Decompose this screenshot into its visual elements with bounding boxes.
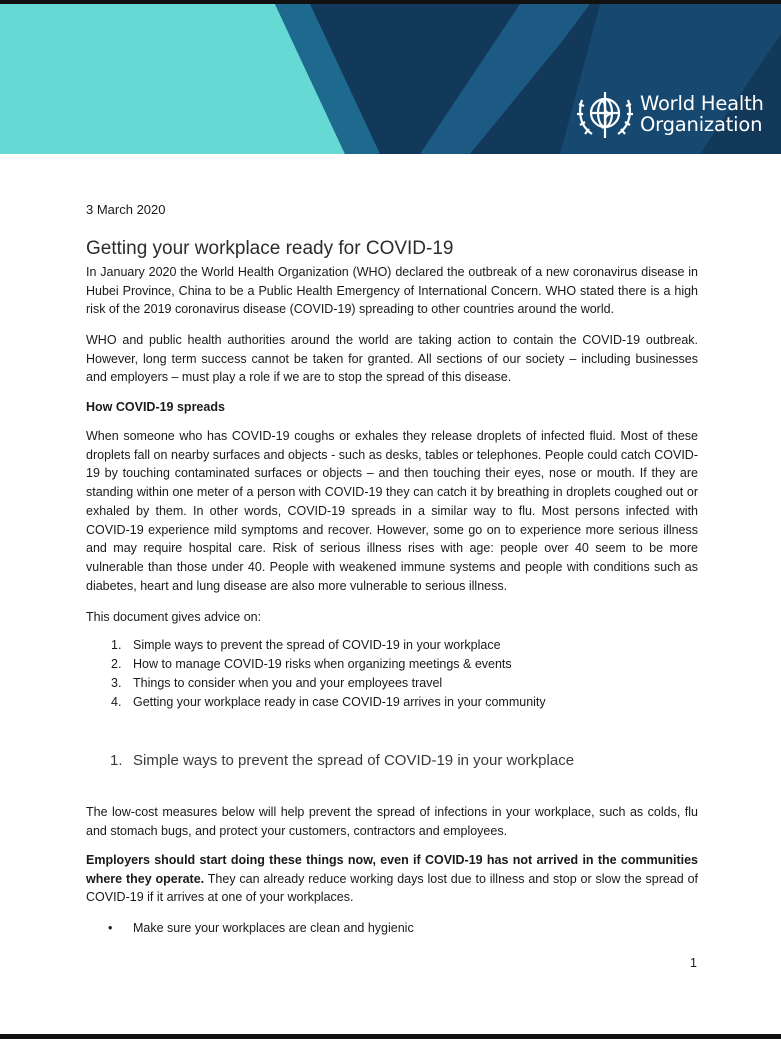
list-item [86,655,546,674]
list-text: Things to consider when you and your employees travel [133,676,443,690]
list-item [86,674,546,693]
section-number: 1. [110,752,123,769]
who-emblem-icon [574,86,636,142]
advice-intro: This document gives advice on: [86,610,262,624]
bullet-text: Make sure your workplaces are clean and hygienic [133,921,414,935]
paragraph-rest: They can already reduce working days lost due to illness and stop or slow the spread of COVID-19 if it arrives at one of your workplaces. [86,871,699,905]
list-item [86,693,546,712]
who-wordmark [640,93,764,135]
section-1-paragraph-1: The low-cost measures below will help prevent the spread of infections in your workplace, such as colds, flu and stomach bugs, and protect your customers, contractors and employees. [86,805,698,838]
page-number: 1 [690,956,697,970]
list-text: How to manage COVID-19 risks when organizing meetings & events [133,657,512,671]
org-name-line-2: Organization [640,113,763,136]
list-text: Getting your workplace ready in case COVID-19 arrives in your community [133,695,546,709]
list-number: 3. [111,676,122,690]
section-title: Simple ways to prevent the spread of COVID-19 in your workplace [133,752,575,769]
bullet-icon: • [108,921,113,935]
intro-paragraph-2: WHO and public health authorities around the world are taking action to contain the COVID-19 outbreak. However, long term success cannot be taken for granted. All sections of our society – including businesses and employers – must play a role if we are to stop the spread of this disease. [86,333,698,385]
document-date: 3 March 2020 [86,202,166,217]
bottom-edge [0,1034,781,1039]
list-text: Simple ways to prevent the spread of COVID-19 in your workplace [133,638,501,652]
advice-list [86,636,546,712]
section-1-paragraph-2 [86,851,698,907]
list-number: 2. [111,657,122,671]
page-title: Getting your workplace ready for COVID-19 [86,238,454,259]
intro-paragraph-1: In January 2020 the World Health Organization (WHO) declared the outbreak of a new coronavirus disease in Hubei Province, China to be a Public Health Emergency of International Concern. WHO stated there is a high risk of the 2019 coronavirus disease (COVID-19) spreading to other countries around the world. [86,265,698,317]
list-item [86,636,546,655]
who-logo [574,86,764,142]
spread-heading: How COVID-19 spreads [86,400,225,414]
list-number: 4. [111,695,122,709]
bold-lead: Employers should start doing these things now, even if COVID-19 has not arrived in the communities where they operate. [86,853,698,886]
org-name-line-1: World Health [640,92,764,115]
list-number: 1. [111,638,122,652]
spread-paragraph: When someone who has COVID-19 coughs or exhales they release droplets of infected fluid. Most of these droplets fall on nearby surfaces and objects - such as desks, tables or telephones. People could catch COVID-19 by touching contaminated surfaces or objects – and then touching their eyes, nose or mouth. If they are standing within one meter of a person with COVID-19 they can catch it by breathing in droplets coughed out or exhaled by them. In other words, COVID-19 spreads in a similar way to flu. Most persons infected with COVID-19 experience mild symptoms and recover. However, some go on to experience more serious illness and may require hospital care. Risk of serious illness rises with age: people over 40 seem to be more vulnerable than those under 40. People with weakened immune systems and people with conditions such as diabetes, heart and lung disease are also more vulnerable to serious illness. [86,429,698,593]
